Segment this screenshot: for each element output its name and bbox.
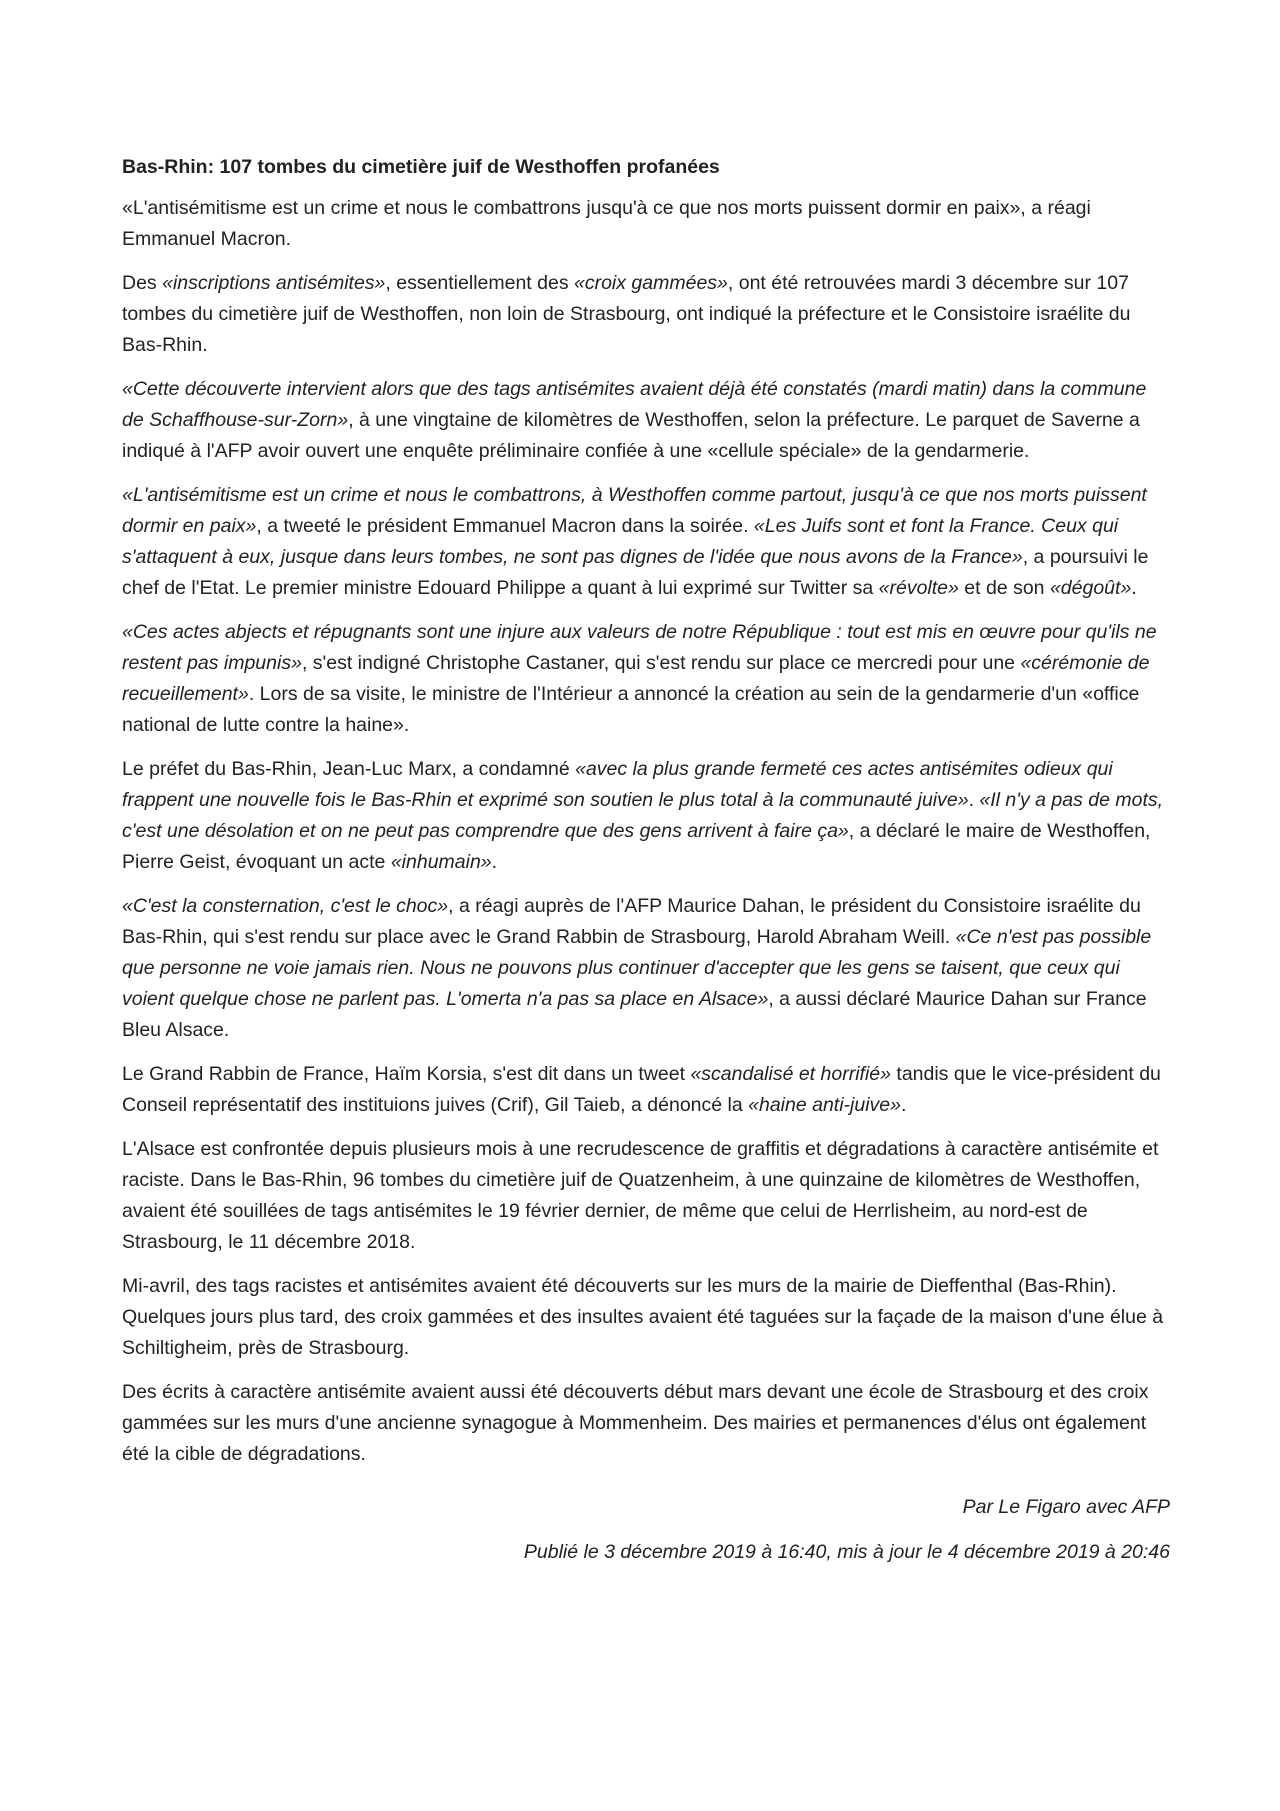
quote-text: «scandalisé et horrifié» (690, 1063, 891, 1085)
text-run: . Lors de sa visite, le ministre de l'Intérieur a annoncé la création au sein de la gendarmerie d'un «office national de lutte contre la haine». (122, 683, 1140, 736)
paragraph (122, 1377, 1170, 1470)
text-run: «L'antisémitisme est un crime et nous le combattrons jusqu'à ce que nos morts puissent dormir en paix», a réagi Emmanuel Macron. (122, 197, 1091, 250)
quote-text: «L'antisémitisme est un crime et nous le combattrons, à Westhoffen comme partout, jusqu'à ce que nos morts puissent dormir en paix» (122, 484, 1147, 537)
text-run: , a réagi auprès de l'AFP Maurice Dahan, le président du Consistoire israélite du Bas-Rhin, qui s'est rendu sur place avec le Grand Rabbin de Strasbourg, Harold Abraham Weill. (122, 895, 1141, 948)
text-run: , a aussi déclaré Maurice Dahan sur France Bleu Alsace. (122, 988, 1147, 1041)
paragraph (122, 193, 1170, 255)
quote-text: «inscriptions antisémites» (162, 272, 386, 294)
paragraph (122, 754, 1170, 878)
text-run: , a poursuivi le chef de l'Etat. Le premier ministre Edouard Philippe a quant à lui exprimé sur Twitter sa (122, 546, 1149, 599)
text-run: Des (122, 272, 163, 294)
text-run: , a déclaré le maire de Westhoffen, Pierre Geist, évoquant un acte (122, 820, 1151, 873)
paragraph (122, 1134, 1170, 1258)
quote-text: «Cette découverte intervient alors que des tags antisémites avaient déjà été constatés (mardi matin) dans la commune de Schaffhouse-sur-Zorn» (122, 378, 1147, 431)
text-run: L'Alsace est confrontée depuis plusieurs mois à une recrudescence de graffitis et dégradations à caractère antisémite et raciste. Dans le Bas-Rhin, 96 tombes du cimetière juif de Quatzenheim, à une quinzaine de kilomètres de Westhoffen, avaient été souillées de tags antisémites le 19 février dernier, de même que celui de Herrlisheim, au nord-est de Strasbourg, le 11 décembre 2018. (122, 1138, 1159, 1253)
quote-text: «croix gammées» (574, 272, 728, 294)
text-run: . (1131, 577, 1137, 599)
article (122, 152, 1170, 1568)
text-run: , ont été retrouvées mardi 3 décembre sur 107 tombes du cimetière juif de Westhoffen, non loin de Strasbourg, ont indiqué la préfecture et le Consistoire israélite du Bas-Rhin. (122, 272, 1131, 356)
text-run: . (900, 1094, 907, 1116)
quote-text: «cérémonie de recueillement» (122, 652, 1150, 705)
quote-text: «Ce n'est pas possible que personne ne voie jamais rien. Nous ne pouvons plus continuer d'accepter que les gens se taisent, que ceux qui voient quelque chose ne parlent pas. L'omerta n'a pas sa place en Alsace» (122, 926, 1152, 1010)
quote-text: «avec la plus grande fermeté ces actes antisémites odieux qui frappent une nouvelle fois le Bas-Rhin et exprimé son soutien le plus total à la communauté juive» (122, 758, 1113, 811)
quote-text: «dégoût» (1049, 577, 1132, 599)
quote-text: «C'est la consternation, c'est le choc» (122, 895, 449, 917)
article-body (122, 193, 1170, 1470)
text-run: , a tweeté le président Emmanuel Macron dans la soirée. (256, 515, 754, 537)
quote-text: «révolte» (878, 577, 959, 599)
quote-text: «Il n'y a pas de mots, c'est une désolation et on ne peut pas comprendre que des gens arrivent à faire ça» (122, 789, 1164, 842)
text-run: Le préfet du Bas-Rhin, Jean-Luc Marx, a condamné (122, 758, 576, 780)
text-run: , à une vingtaine de kilomètres de Westhoffen, selon la préfecture. Le parquet de Saverne a indiqué à l'AFP avoir ouvert une enquête préliminaire confiée à une «cellule spéciale» de la gendarmerie. (122, 409, 1140, 462)
text-run: et de son (958, 577, 1050, 599)
quote-text: «Les Juifs sont et font la France. Ceux qui s'attaquent à eux, jusque dans leurs tombes, ne sont pas dignes de l'idée que nous avons de la France» (122, 515, 1119, 568)
paragraph (122, 891, 1170, 1046)
text-run: Le Grand Rabbin de France, Haïm Korsia, s'est dit dans un tweet (122, 1063, 691, 1085)
text-run: , essentiellement des (385, 272, 574, 294)
paragraph (122, 480, 1170, 604)
text-run: tandis que le vice-président du Conseil représentatif des instituions juives (Crif), Gil Taieb, a dénoncé la (122, 1063, 1161, 1116)
article-published-date: Publié le 3 décembre 2019 à 16:40, mis à jour le 4 décembre 2019 à 20:46 (523, 1541, 1170, 1563)
article-signature: Par Le Figaro avec AFP (962, 1496, 1170, 1518)
text-run: , s'est indigné Christophe Castaner, qui s'est rendu sur place ce mercredi pour une (301, 652, 1021, 674)
quote-text: «Ces actes abjects et répugnants sont une injure aux valeurs de notre République : tout est mis en œuvre pour qu'ils ne restent pas impunis» (122, 621, 1157, 674)
text-run: . (491, 851, 498, 873)
text-run: . (968, 789, 980, 811)
paragraph (122, 1271, 1170, 1364)
quote-text: «haine anti-juive» (748, 1094, 901, 1116)
article-title: Bas-Rhin: 107 tombes du cimetière juif de Westhoffen profanées (122, 156, 720, 178)
quote-text: «inhumain» (390, 851, 492, 873)
paragraph (122, 374, 1170, 467)
paragraph (122, 268, 1170, 361)
text-run: Des écrits à caractère antisémite avaient aussi été découverts début mars devant une école de Strasbourg et des croix gammées sur les murs d'une ancienne synagogue à Mommenheim. Des mairies et permanences d'élus ont également été la cible de dégradations. (122, 1381, 1149, 1465)
paragraph (122, 1059, 1170, 1121)
paragraph (122, 617, 1170, 741)
text-run: Mi-avril, des tags racistes et antisémites avaient été découverts sur les murs de la mairie de Dieffenthal (Bas-Rhin). Quelques jours plus tard, des croix gammées et des insultes avaient été taguées sur la façade de la maison d'une élue à Schiltigheim, près de Strasbourg. (122, 1275, 1164, 1359)
